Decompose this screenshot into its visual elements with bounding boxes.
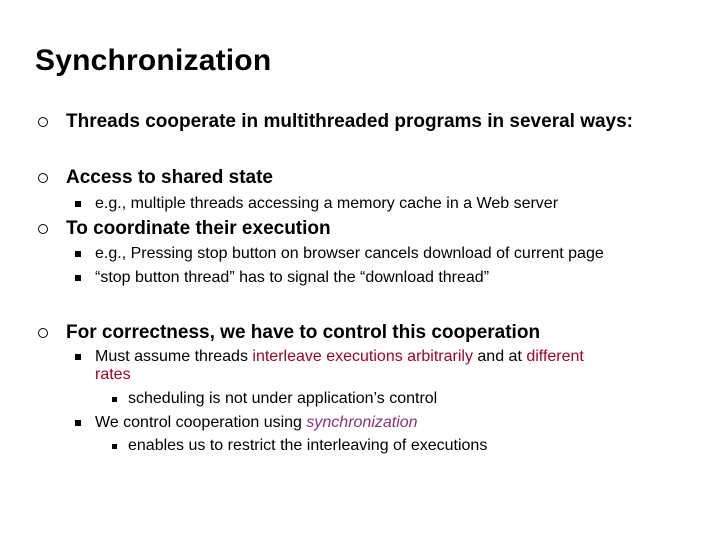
sub-sub-bullet-text: enables us to restrict the interleaving of executions bbox=[128, 437, 488, 454]
text-emphasis-red: rates bbox=[95, 366, 131, 383]
square-bullet-icon bbox=[75, 420, 81, 426]
circle-bullet-icon bbox=[38, 173, 48, 183]
square-bullet-icon bbox=[75, 251, 81, 257]
square-bullet-icon bbox=[112, 397, 117, 402]
sub-sub-bullet-text: scheduling is not under application’s control bbox=[128, 390, 438, 407]
circle-bullet-icon bbox=[38, 117, 48, 127]
sub-bullet-text: e.g., Pressing stop button on browser cancels download of current page bbox=[95, 245, 604, 262]
circle-bullet-icon bbox=[38, 328, 48, 338]
square-bullet-icon bbox=[112, 444, 117, 449]
sub-bullet-text: “stop button thread” has to signal the “download thread” bbox=[95, 269, 490, 286]
text-normal: We control cooperation using bbox=[95, 414, 307, 431]
bullet-text: To coordinate their execution bbox=[66, 218, 331, 239]
slide-title: Synchronization bbox=[35, 44, 272, 77]
sub-bullet-text bbox=[95, 348, 584, 384]
bullet-text: Access to shared state bbox=[66, 167, 273, 188]
bullet-text: For correctness, we have to control this cooperation bbox=[66, 322, 541, 343]
circle-bullet-icon bbox=[38, 224, 48, 234]
bullet-text: Threads cooperate in multithreaded programs in several ways: bbox=[66, 111, 634, 132]
text-emphasis-red: different bbox=[526, 348, 584, 365]
text-emphasis-purple: synchronization bbox=[306, 414, 418, 431]
text-normal: and at bbox=[472, 348, 527, 365]
square-bullet-icon bbox=[75, 201, 81, 207]
square-bullet-icon bbox=[75, 275, 81, 281]
sub-bullet-text bbox=[95, 414, 418, 432]
text-emphasis-red: interleave executions arbitrarily bbox=[252, 348, 473, 365]
text-normal: Must assume threads bbox=[95, 348, 253, 365]
square-bullet-icon bbox=[75, 354, 81, 360]
sub-bullet-text: e.g., multiple threads accessing a memory cache in a Web server bbox=[95, 195, 559, 212]
